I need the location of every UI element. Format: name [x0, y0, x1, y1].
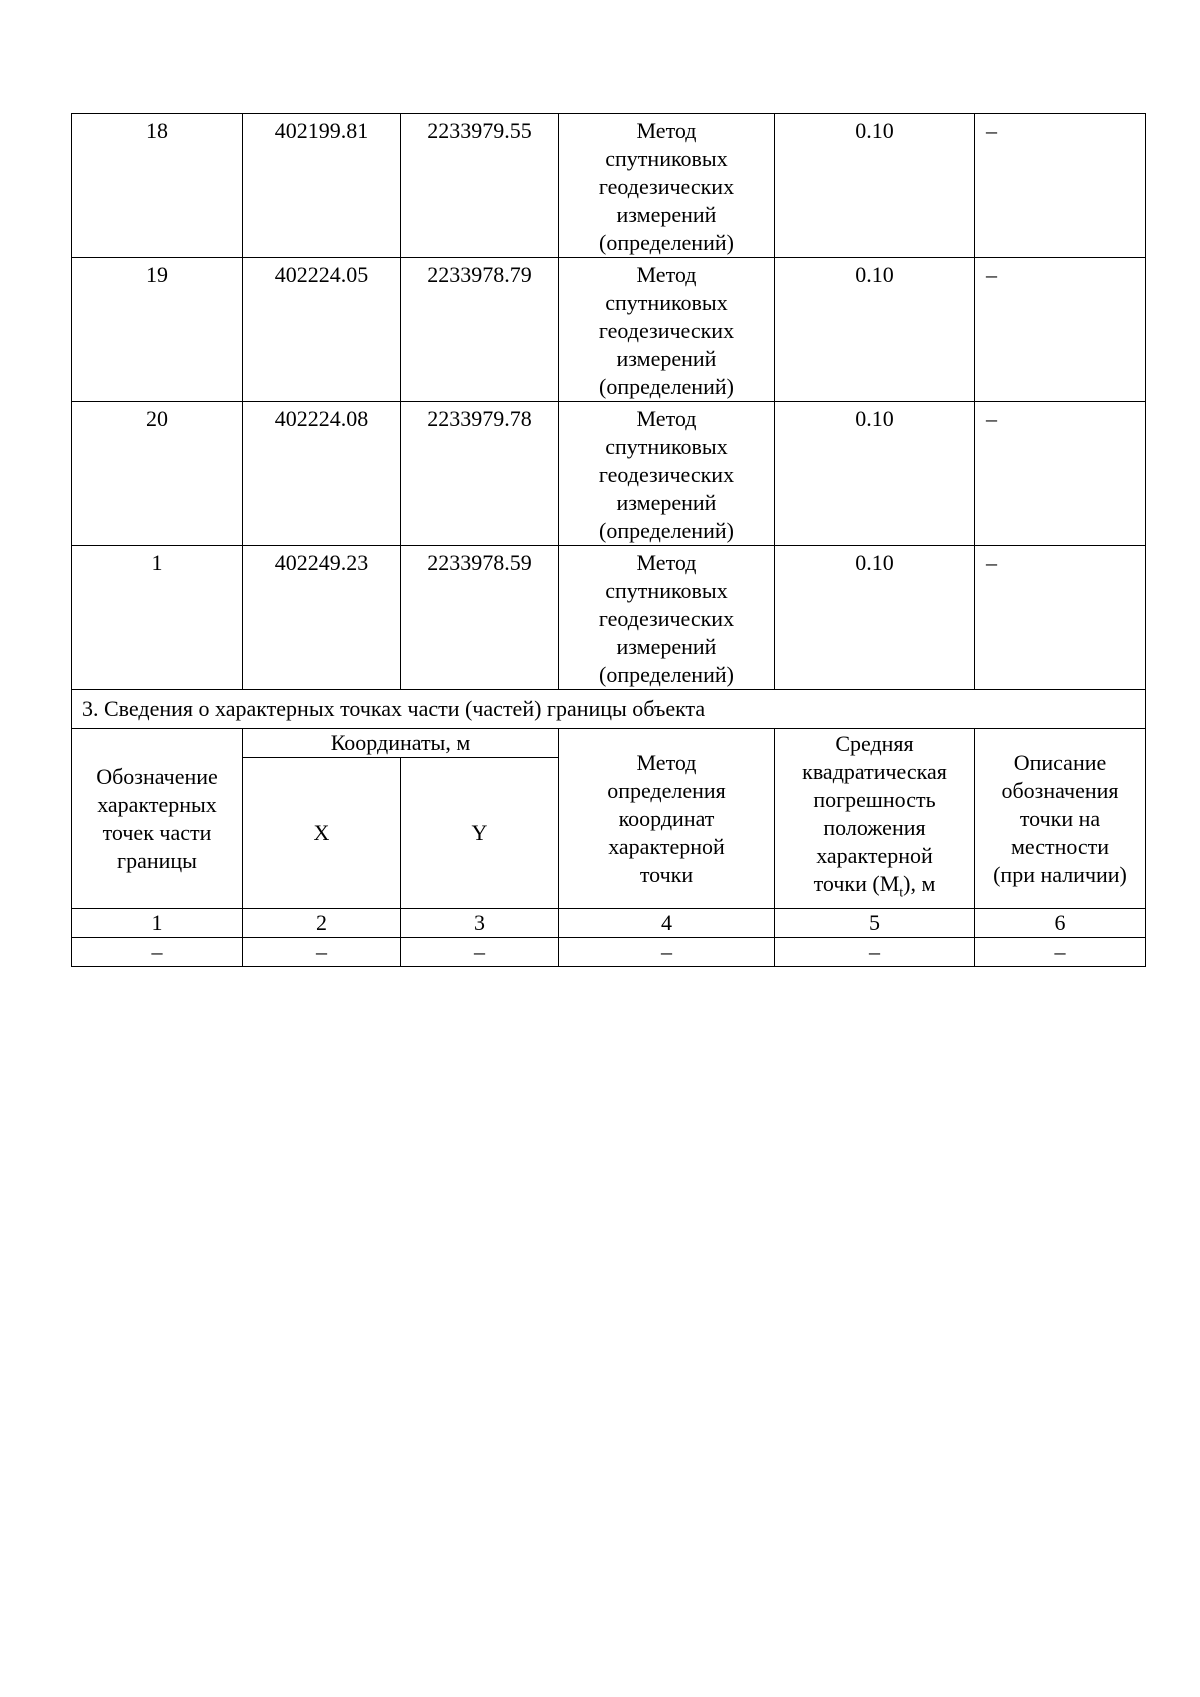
column-number: 4: [559, 909, 775, 938]
point-id: 1: [72, 546, 243, 690]
point-method: [559, 114, 775, 258]
method-line: измерений: [616, 202, 717, 227]
method-line: геодезических: [598, 462, 735, 487]
column-number: 5: [775, 909, 975, 938]
method-line: спутниковых: [605, 146, 728, 171]
column-number: 3: [401, 909, 559, 938]
point-mt: 0.10: [775, 258, 975, 402]
method-line: (определений): [599, 374, 734, 399]
table-row: [72, 402, 1146, 546]
point-mt: 0.10: [775, 546, 975, 690]
method-line: Метод: [636, 406, 697, 431]
point-description: –: [975, 114, 1146, 258]
point-id: 20: [72, 402, 243, 546]
column-number: 2: [243, 909, 401, 938]
point-description: –: [975, 546, 1146, 690]
method-line: геодезических: [598, 174, 735, 199]
point-description: –: [975, 258, 1146, 402]
header-coordinates-group: Координаты, м: [243, 729, 559, 758]
column-number: 1: [72, 909, 243, 938]
table-row: [72, 258, 1146, 402]
boundary-points-table: [71, 113, 1146, 967]
method-line: спутниковых: [605, 578, 728, 603]
method-line: измерений: [616, 346, 717, 371]
column-number-row: [72, 909, 1146, 938]
point-y: 2233978.59: [401, 546, 559, 690]
empty-value: –: [72, 938, 243, 967]
empty-value: –: [401, 938, 559, 967]
header-point-designation: Обозначение характерных точек части границы: [72, 729, 243, 909]
table-row: [72, 938, 1146, 967]
header-row: [72, 729, 1146, 758]
method-line: геодезических: [598, 318, 735, 343]
method-line: Метод: [636, 262, 697, 287]
method-line: (определений): [599, 518, 734, 543]
point-method: [559, 258, 775, 402]
point-x: 402224.05: [243, 258, 401, 402]
point-mt: 0.10: [775, 402, 975, 546]
header-method: Метод определения координат характерной точки: [559, 729, 775, 909]
method-line: геодезических: [598, 606, 735, 631]
method-line: (определений): [599, 230, 734, 255]
table-row: [72, 114, 1146, 258]
point-x: 402199.81: [243, 114, 401, 258]
section-title-row: [72, 690, 1146, 729]
empty-value: –: [243, 938, 401, 967]
point-id: 19: [72, 258, 243, 402]
method-line: Метод: [636, 550, 697, 575]
point-y: 2233979.78: [401, 402, 559, 546]
point-mt: 0.10: [775, 114, 975, 258]
empty-value: –: [975, 938, 1146, 967]
point-x: 402224.08: [243, 402, 401, 546]
empty-value: –: [775, 938, 975, 967]
point-y: 2233979.55: [401, 114, 559, 258]
point-method: [559, 402, 775, 546]
point-description: –: [975, 402, 1146, 546]
method-line: спутниковых: [605, 434, 728, 459]
header-description: Описание обозначения точки на местности (при наличии): [975, 729, 1146, 909]
point-x: 402249.23: [243, 546, 401, 690]
section-title: 3. Сведения о характерных точках части (частей) границы объекта: [72, 690, 1146, 729]
header-mean-square-error: Средняя квадратическая погрешность положения характерной точки $(M_t)$, м: [775, 729, 975, 909]
table-row: [72, 546, 1146, 690]
method-line: (определений): [599, 662, 734, 687]
header-y: Y: [401, 758, 559, 909]
method-line: измерений: [616, 490, 717, 515]
header-x: X: [243, 758, 401, 909]
point-y: 2233978.79: [401, 258, 559, 402]
method-line: Метод: [636, 118, 697, 143]
method-line: спутниковых: [605, 290, 728, 315]
point-id: 18: [72, 114, 243, 258]
empty-value: –: [559, 938, 775, 967]
column-number: 6: [975, 909, 1146, 938]
point-method: [559, 546, 775, 690]
method-line: измерений: [616, 634, 717, 659]
